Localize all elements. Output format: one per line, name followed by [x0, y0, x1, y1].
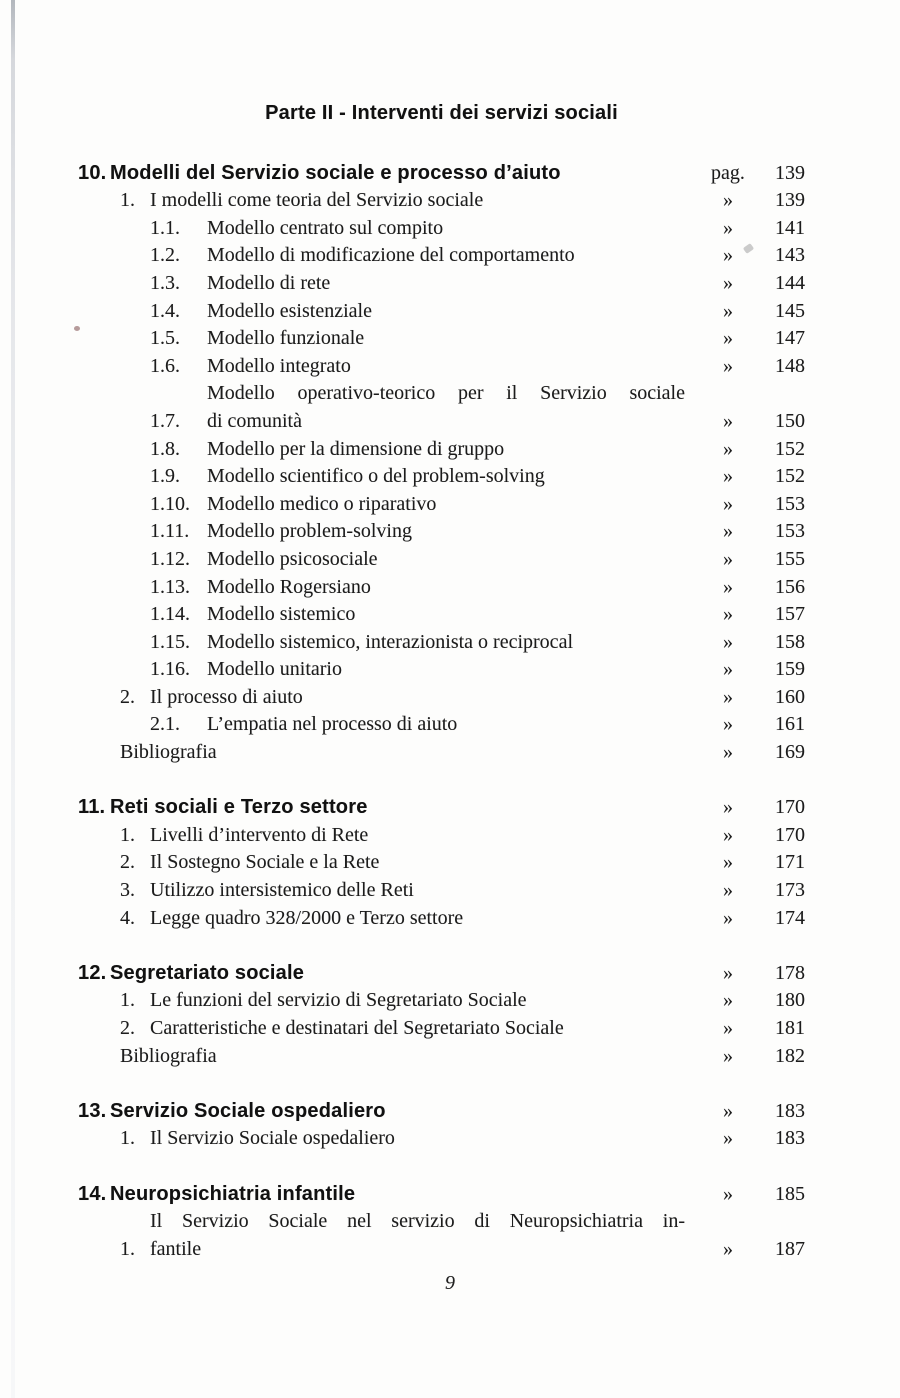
page-column-marker: » — [723, 879, 733, 902]
page-reference — [685, 574, 805, 602]
entry-title-line: Modello per la dimensione di gruppo — [207, 437, 505, 460]
entry-number: 1.15. — [150, 630, 190, 653]
page-number-value: 161 — [775, 713, 805, 736]
entry-title — [207, 518, 685, 546]
toc-entry-row — [78, 215, 805, 243]
entry-title-line: Caratteristiche e destinatari del Segretariato Sociale — [150, 1017, 564, 1039]
entry-title — [207, 215, 685, 243]
entry-title — [207, 629, 685, 657]
entry-title-line: Modello sistemico, interazionista o reciprocal — [207, 630, 573, 653]
page-column-marker: » — [723, 713, 733, 736]
toc-entry-row — [78, 546, 805, 574]
entry-title — [207, 353, 685, 381]
entry-title — [207, 656, 685, 684]
entry-title-line: Modello integrato — [207, 354, 351, 377]
page-column-marker: » — [723, 1182, 733, 1205]
page-number-value: 141 — [775, 216, 805, 239]
toc-chapter-row — [78, 1098, 805, 1126]
entry-title — [150, 684, 685, 712]
page-column-marker: » — [723, 354, 733, 377]
entry-title — [207, 711, 685, 739]
chapter-title: Reti sociali e Terzo settore — [110, 796, 368, 819]
page-number-value: 174 — [775, 906, 805, 929]
page-column-marker: pag. — [711, 161, 745, 184]
page-column-marker: » — [723, 823, 733, 846]
page-number-value: 153 — [775, 520, 805, 543]
page-reference — [685, 325, 805, 353]
entry-number: 1.9. — [150, 465, 180, 488]
page-reference — [685, 629, 805, 657]
toc-entry-row — [78, 325, 805, 353]
page-column-marker: » — [723, 1044, 733, 1067]
entry-title-line: Modello centrato sul compito — [207, 216, 444, 239]
toc-entry-left — [78, 905, 685, 933]
page-number-value: 170 — [775, 823, 805, 846]
entry-number: 1.8. — [150, 437, 180, 460]
toc-entry-row — [78, 242, 805, 270]
page-number-value: 155 — [775, 547, 805, 570]
page-number-value: 173 — [775, 879, 805, 902]
entry-number: 2. — [120, 851, 135, 874]
toc-entry-left — [78, 1125, 685, 1153]
toc-entry-row — [78, 656, 805, 684]
toc-entry-row — [78, 711, 805, 739]
page-column-marker: » — [723, 685, 733, 708]
entry-title-line: Modello psicosociale — [207, 547, 378, 570]
page-column-marker: » — [723, 327, 733, 350]
part-title: Parte II - Interventi dei servizi sociali — [265, 102, 618, 124]
page-number-value: 156 — [775, 575, 805, 598]
entry-title — [207, 546, 685, 574]
page-reference — [685, 877, 805, 905]
chapter-title: Servizio Sociale ospedaliero — [110, 1099, 386, 1122]
toc-entry-row — [78, 684, 805, 712]
page-column-marker: » — [723, 409, 733, 432]
page-column-marker: » — [723, 741, 733, 764]
entry-title-line: Le funzioni del servizio di Segretariato Sociale — [150, 989, 527, 1012]
page-number-value: 158 — [775, 630, 805, 653]
page-reference — [685, 1181, 805, 1209]
page-reference — [685, 739, 805, 767]
page-number-value: 182 — [775, 1044, 805, 1067]
page-number-value: 183 — [775, 1127, 805, 1150]
entry-title-line: Modello medico o riparativo — [207, 492, 437, 515]
entry-title-line: Modello Rogersiano — [207, 575, 371, 598]
toc-entry-left — [78, 822, 685, 850]
page-column-marker: » — [723, 1017, 733, 1039]
page-reference — [685, 1236, 805, 1264]
toc-entry-row — [78, 905, 805, 933]
toc-entry-left — [78, 325, 685, 353]
toc-entry-row — [78, 629, 805, 657]
toc-entry-row — [78, 270, 805, 298]
page-reference — [685, 656, 805, 684]
page-column-marker: » — [723, 216, 733, 239]
toc-entry-row — [78, 298, 805, 326]
toc-entry-row — [78, 574, 805, 602]
entry-title-line: fantile — [150, 1237, 202, 1260]
toc-chapter-left — [78, 1181, 685, 1209]
page-number-value: 144 — [775, 271, 805, 294]
toc-entry-row — [78, 601, 805, 629]
entry-number: 1.1. — [150, 216, 180, 239]
toc-chapter-left — [78, 160, 685, 188]
toc-section — [78, 1181, 805, 1264]
entry-title — [207, 298, 685, 326]
toc-entry-row — [78, 1015, 805, 1043]
entry-title-line: Modello di rete — [207, 271, 331, 294]
page-column-marker: » — [723, 989, 733, 1012]
toc-entry-left — [78, 877, 685, 905]
entry-title-line: Modello scientifico o del problem-solving — [207, 465, 545, 488]
entry-title — [207, 491, 685, 519]
page-number-value: 159 — [775, 658, 805, 681]
entry-title-line: Il Servizio Sociale ospedaliero — [150, 1127, 395, 1150]
entry-number: 1.10. — [150, 492, 190, 515]
entry-title — [120, 1043, 685, 1071]
entry-title-line: Il processo di aiuto — [150, 685, 303, 708]
page-column-marker: » — [723, 299, 733, 322]
toc-entry-left — [78, 601, 685, 629]
chapter-number: 13. — [78, 1099, 107, 1122]
toc-chapter-row — [78, 960, 805, 988]
entry-title-line: Bibliografia — [120, 1044, 217, 1067]
toc-section — [78, 1098, 805, 1153]
page-reference — [685, 353, 805, 381]
page-reference — [685, 684, 805, 712]
page-reference — [685, 270, 805, 298]
entry-title — [150, 849, 685, 877]
entry-title-line: Il Sostegno Sociale e la Rete — [150, 851, 380, 874]
toc-entry-left — [78, 574, 685, 602]
page-column-marker: » — [723, 547, 733, 570]
chapter-number: 14. — [78, 1182, 107, 1205]
page-reference — [685, 436, 805, 464]
entry-number: 2.1. — [150, 713, 180, 736]
page-number-value: 187 — [775, 1237, 805, 1260]
entry-title-line: L’empatia nel processo di aiuto — [207, 713, 458, 736]
toc-entry-left — [78, 629, 685, 657]
toc-entry-row — [78, 518, 805, 546]
page-number-value: 157 — [775, 603, 805, 626]
toc-entry-left — [78, 380, 685, 435]
page-number-value: 180 — [775, 989, 805, 1012]
toc-entry-row — [78, 463, 805, 491]
page-column-marker: » — [723, 630, 733, 653]
page-reference — [685, 518, 805, 546]
entry-title-line: di comunità — [207, 409, 302, 432]
page-number-value: 147 — [775, 327, 805, 350]
page-number-value: 160 — [775, 685, 805, 708]
toc-entry-left — [78, 739, 685, 767]
page-reference — [685, 711, 805, 739]
entry-title-line: I modelli come teoria del Servizio sociale — [150, 189, 484, 212]
toc-entry-left — [78, 1015, 685, 1043]
page-reference — [685, 987, 805, 1015]
page-number-value: 183 — [775, 1099, 805, 1122]
toc-chapter-row — [78, 1181, 805, 1209]
page-column-marker: » — [723, 1237, 733, 1260]
toc-entry-left — [78, 436, 685, 464]
page-reference — [685, 215, 805, 243]
entry-number: 2. — [120, 685, 135, 708]
page-reference — [685, 1125, 805, 1153]
toc-chapter-row — [78, 160, 805, 188]
entry-title-line: Modello problem-solving — [207, 520, 412, 543]
entry-number: 1. — [120, 1237, 135, 1260]
page-number-value: 143 — [775, 244, 805, 267]
entry-title-line: Livelli d’intervento di Rete — [150, 823, 369, 846]
entry-title-line: Modello di modificazione del comportamento — [207, 244, 575, 267]
page-reference — [685, 463, 805, 491]
page-column-marker: » — [723, 189, 733, 212]
page-reference — [685, 794, 805, 822]
toc-entry-row — [78, 187, 805, 215]
entry-number: 4. — [120, 906, 135, 929]
toc-entry-left — [78, 463, 685, 491]
toc-entry-left — [78, 1043, 685, 1071]
entry-number: 1.12. — [150, 547, 190, 570]
toc-entry-left — [78, 215, 685, 243]
chapter-number: 11. — [78, 796, 106, 819]
page-number-value: 139 — [775, 161, 805, 184]
entry-number: 1. — [120, 1127, 135, 1150]
toc-sections — [78, 160, 805, 1264]
chapter-number: 10. — [78, 161, 107, 184]
toc-entry-left — [78, 1208, 685, 1263]
entry-number: 2. — [120, 1017, 135, 1039]
entry-number: 1.7. — [150, 409, 180, 432]
entry-title — [150, 822, 685, 850]
entry-title — [150, 1208, 685, 1263]
chapter-number: 12. — [78, 961, 107, 984]
page-reference — [685, 491, 805, 519]
entry-title — [120, 739, 685, 767]
toc-chapter-left — [78, 1098, 685, 1126]
folio-page-number: 9 — [445, 1272, 455, 1294]
entry-title — [207, 270, 685, 298]
entry-title — [207, 601, 685, 629]
toc-entry-left — [78, 711, 685, 739]
page-column-marker: » — [723, 796, 733, 819]
entry-title — [150, 1015, 685, 1043]
entry-title-line: Modello sistemico — [207, 603, 356, 626]
toc-entry-row — [78, 849, 805, 877]
entry-title-line: Il Servizio Sociale nel servizio di Neuropsichiatria in- — [150, 1210, 685, 1233]
toc-entry-row — [78, 353, 805, 381]
entry-number: 1.16. — [150, 658, 190, 681]
toc-section — [78, 794, 805, 932]
page-reference — [685, 960, 805, 988]
entry-title — [150, 987, 685, 1015]
toc-entry-left — [78, 298, 685, 326]
page-column-marker: » — [723, 437, 733, 460]
page-reference — [685, 822, 805, 850]
toc-entry-row — [78, 987, 805, 1015]
entry-title — [150, 187, 685, 215]
page-reference — [685, 298, 805, 326]
toc-chapter-row — [78, 794, 805, 822]
toc-entry-row — [78, 380, 805, 435]
page-column-marker: » — [723, 1127, 733, 1150]
page-column-marker: » — [723, 575, 733, 598]
toc-chapter-left — [78, 960, 685, 988]
page-number-value: 153 — [775, 492, 805, 515]
page-number-value: 148 — [775, 354, 805, 377]
toc-entry-row — [78, 1125, 805, 1153]
page-reference — [685, 849, 805, 877]
entry-title — [207, 574, 685, 602]
entry-number: 1.14. — [150, 603, 190, 626]
entry-title — [207, 380, 685, 435]
page-reference — [685, 1015, 805, 1043]
entry-number: 1. — [120, 989, 135, 1012]
page-reference — [685, 1043, 805, 1071]
entry-number: 1.5. — [150, 327, 180, 350]
toc-entry-left — [78, 656, 685, 684]
entry-number: 1.6. — [150, 354, 180, 377]
page-number-value: 171 — [775, 851, 805, 874]
page-number-value: 152 — [775, 437, 805, 460]
entry-number: 1. — [120, 189, 135, 212]
toc-entry-left — [78, 987, 685, 1015]
entry-number: 1.2. — [150, 244, 180, 267]
toc-entry-left — [78, 353, 685, 381]
page-column-marker: » — [723, 271, 733, 294]
page-column-marker: » — [723, 658, 733, 681]
page-column-marker: » — [723, 851, 733, 874]
page-number-value: 152 — [775, 465, 805, 488]
toc-entry-row — [78, 739, 805, 767]
toc-section — [78, 960, 805, 1070]
entry-number: 1.4. — [150, 299, 180, 322]
table-of-contents — [78, 100, 805, 1263]
chapter-title: Segretariato sociale — [110, 961, 305, 984]
toc-entry-row — [78, 877, 805, 905]
entry-title-line: Modello funzionale — [207, 327, 365, 350]
page-column-marker: » — [723, 520, 733, 543]
entry-number: 1.11. — [150, 520, 190, 543]
page-column-marker: » — [723, 1099, 733, 1122]
page-column-marker: » — [723, 603, 733, 626]
page-number-value: 170 — [775, 796, 805, 819]
page-reference — [685, 160, 805, 188]
entry-title-line: Legge quadro 328/2000 e Terzo settore — [150, 906, 464, 929]
page-reference — [685, 905, 805, 933]
page-reference — [685, 187, 805, 215]
entry-number: 3. — [120, 879, 135, 902]
entry-title-line: Utilizzo intersistemico delle Reti — [150, 879, 414, 902]
page-column-marker: » — [723, 961, 733, 984]
toc-section — [78, 160, 805, 767]
toc-entry-row — [78, 436, 805, 464]
toc-entry-left — [78, 242, 685, 270]
entry-title — [150, 877, 685, 905]
toc-entry-left — [78, 270, 685, 298]
page-column-marker: » — [723, 492, 733, 515]
page-column-marker: » — [723, 906, 733, 929]
page-number-value: 178 — [775, 961, 805, 984]
entry-title — [150, 905, 685, 933]
page-number-value: 139 — [775, 189, 805, 212]
chapter-title: Neuropsichiatria infantile — [110, 1182, 356, 1205]
toc-entry-left — [78, 849, 685, 877]
toc-entry-left — [78, 187, 685, 215]
toc-entry-left — [78, 546, 685, 574]
page-reference — [685, 546, 805, 574]
page-column-marker: » — [723, 465, 733, 488]
page-number-value: 169 — [775, 741, 805, 764]
toc-chapter-left — [78, 794, 685, 822]
entry-title — [150, 1125, 685, 1153]
toc-entry-row — [78, 1208, 805, 1263]
entry-number: 1.3. — [150, 271, 180, 294]
page-reference — [685, 601, 805, 629]
entry-title — [207, 325, 685, 353]
entry-title-line: Modello esistenziale — [207, 299, 372, 322]
entry-title — [207, 463, 685, 491]
toc-entry-row — [78, 1043, 805, 1071]
entry-number: 1.13. — [150, 575, 190, 598]
entry-number: 1. — [120, 823, 135, 846]
entry-title-line: Modello unitario — [207, 658, 342, 681]
toc-entry-left — [78, 518, 685, 546]
page-number-value: 185 — [775, 1182, 805, 1205]
page-number-value: 181 — [775, 1017, 805, 1039]
page-reference — [685, 1098, 805, 1126]
toc-entry-left — [78, 684, 685, 712]
scan-gutter-shadow — [11, 0, 15, 1398]
page-reference — [685, 242, 805, 270]
entry-title — [207, 436, 685, 464]
chapter-title: Modelli del Servizio sociale e processo d’aiuto — [110, 161, 561, 184]
toc-entry-row — [78, 822, 805, 850]
page-column-marker: » — [723, 244, 733, 267]
entry-title-line: Bibliografia — [120, 741, 217, 764]
entry-title-line: Modello operativo-teorico per il Servizio sociale — [207, 382, 685, 405]
toc-entry-left — [78, 491, 685, 519]
page-number-value: 145 — [775, 299, 805, 322]
page-reference — [685, 408, 805, 436]
page-number-value: 150 — [775, 409, 805, 432]
entry-title — [207, 242, 685, 270]
toc-entry-row — [78, 491, 805, 519]
